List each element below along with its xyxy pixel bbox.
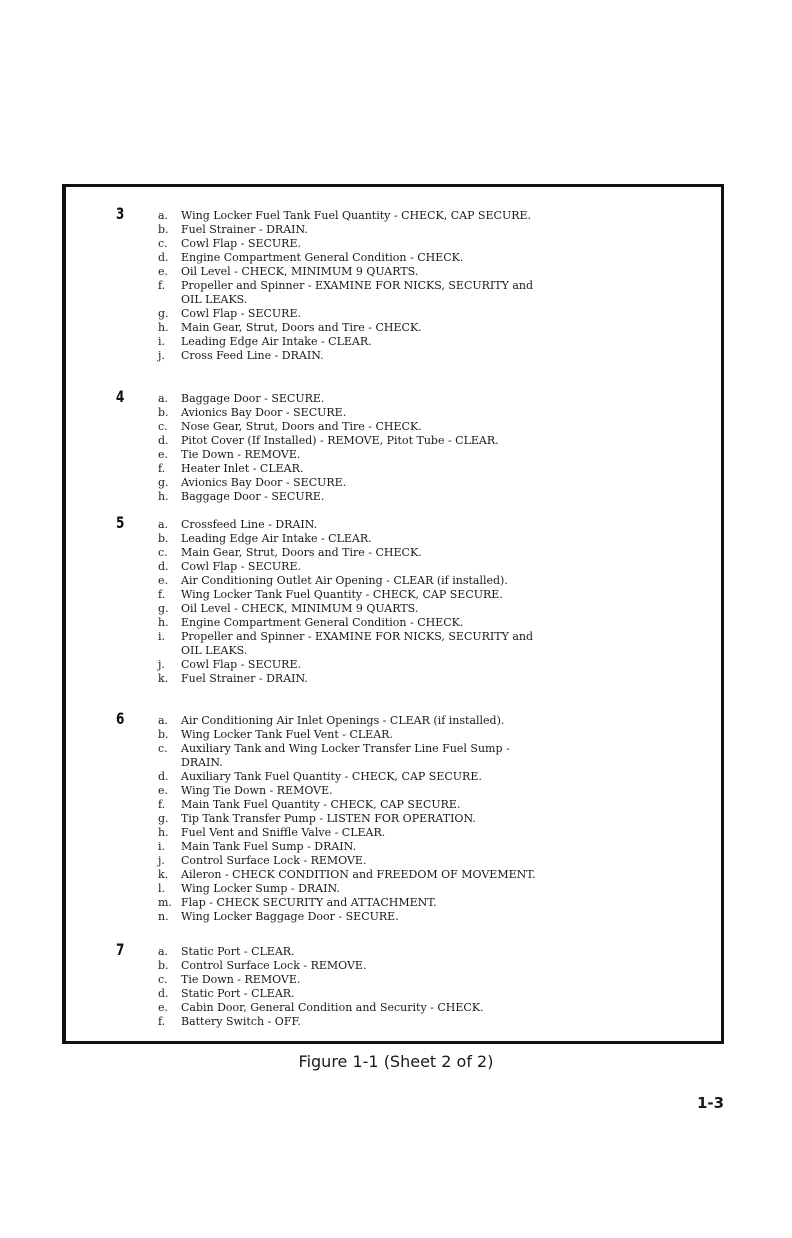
checklist-item (158, 448, 618, 462)
checklist-item (158, 265, 618, 279)
item-text: Tie Down - REMOVE. (181, 448, 301, 461)
item-text: Air Conditioning Outlet Air Opening - CLEAR (if installed). (181, 574, 508, 587)
item-text: Main Tank Fuel Sump - DRAIN. (181, 840, 357, 853)
item-text: Engine Compartment General Condition - CHECK. (181, 251, 464, 264)
item-letter: h. (158, 321, 169, 334)
item-letter: d. (158, 560, 169, 573)
item-text: Cross Feed Line - DRAIN. (181, 349, 324, 362)
item-letter: n. (158, 910, 169, 923)
item-letter: b. (158, 406, 169, 419)
item-letter: a. (158, 518, 169, 531)
checklist-item (158, 392, 618, 406)
checklist-item (158, 546, 618, 560)
checklist-item (158, 987, 618, 1001)
checklist-item (158, 798, 618, 812)
item-letter: a. (158, 392, 169, 405)
item-letter: h. (158, 826, 169, 839)
checklist-item (158, 910, 618, 924)
item-text: Aileron - CHECK CONDITION and FREEDOM OF MOVEMENT. (181, 868, 536, 881)
checklist-item (158, 560, 618, 574)
item-text: Wing Locker Tank Fuel Vent - CLEAR. (181, 728, 393, 741)
item-letter: g. (158, 602, 169, 615)
checklist-items (158, 209, 618, 363)
item-text: Wing Tie Down - REMOVE. (181, 784, 333, 797)
section-number: 3 (116, 204, 125, 223)
item-letter: b. (158, 959, 169, 972)
checklist-items (158, 945, 618, 1029)
checklist-item (158, 321, 618, 335)
item-text: Battery Switch - OFF. (181, 1015, 301, 1028)
item-letter: a. (158, 209, 169, 222)
item-text: Main Tank Fuel Quantity - CHECK, CAP SECURE. (181, 798, 461, 811)
checklist-item (158, 1001, 618, 1015)
checklist-item (158, 223, 618, 237)
item-letter: g. (158, 476, 169, 489)
item-text: Air Conditioning Air Inlet Openings - CLEAR (if installed). (181, 714, 505, 727)
item-letter: a. (158, 714, 169, 727)
checklist-item (158, 973, 618, 987)
item-text: Flap - CHECK SECURITY and ATTACHMENT. (181, 896, 437, 909)
checklist-frame (62, 184, 724, 1044)
item-text: Wing Locker Baggage Door - SECURE. (181, 910, 399, 923)
item-letter: d. (158, 987, 169, 1000)
section-number: 5 (116, 513, 125, 532)
item-letter: c. (158, 420, 168, 433)
checklist-item (158, 476, 618, 490)
item-text: Wing Locker Fuel Tank Fuel Quantity - CHECK, CAP SECURE. (181, 209, 532, 222)
item-letter: d. (158, 434, 169, 447)
item-text: Cowl Flap - SECURE. (181, 307, 301, 320)
item-letter: f. (158, 588, 166, 601)
item-text: Static Port - CLEAR. (181, 987, 295, 1000)
item-text: Leading Edge Air Intake - CLEAR. (181, 532, 372, 545)
checklist-item (158, 532, 618, 546)
checklist-items (158, 714, 618, 924)
checklist-item (158, 1015, 618, 1029)
item-text: Pitot Cover (If Installed) - REMOVE, Pitot Tube - CLEAR. (181, 434, 499, 447)
item-text: Leading Edge Air Intake - CLEAR. (181, 335, 372, 348)
item-letter: e. (158, 1001, 169, 1014)
checklist-items (158, 392, 618, 504)
checklist-item (158, 742, 618, 756)
item-letter: d. (158, 251, 169, 264)
checklist-item (158, 307, 618, 321)
item-text: Cowl Flap - SECURE. (181, 237, 301, 250)
checklist-item (158, 602, 618, 616)
checklist-item (158, 293, 618, 307)
item-text: Oil Level - CHECK, MINIMUM 9 QUARTS. (181, 265, 419, 278)
item-text: Propeller and Spinner - EXAMINE FOR NICKS, SECURITY and (181, 630, 534, 643)
item-letter: m. (158, 896, 172, 909)
checklist-item (158, 672, 618, 686)
checklist-item (158, 854, 618, 868)
item-letter (158, 293, 181, 307)
item-letter: i. (158, 630, 166, 643)
item-text: Nose Gear, Strut, Doors and Tire - CHECK. (181, 420, 422, 433)
item-letter: h. (158, 616, 169, 629)
item-text: Static Port - CLEAR. (181, 945, 295, 958)
item-text: Engine Compartment General Condition - CHECK. (181, 616, 464, 629)
item-letter: e. (158, 265, 169, 278)
item-text: Fuel Vent and Sniffle Valve - CLEAR. (181, 826, 386, 839)
item-letter: e. (158, 784, 169, 797)
checklist-item (158, 826, 618, 840)
checklist-item (158, 574, 618, 588)
item-letter: j. (158, 854, 165, 867)
item-text: Oil Level - CHECK, MINIMUM 9 QUARTS. (181, 602, 419, 615)
checklist-item (158, 616, 618, 630)
item-letter: g. (158, 307, 169, 320)
item-text: Cowl Flap - SECURE. (181, 560, 301, 573)
item-text: Tip Tank Transfer Pump - LISTEN FOR OPERATION. (181, 812, 476, 825)
checklist-item (158, 237, 618, 251)
checklist-item (158, 518, 618, 532)
item-letter: f. (158, 798, 166, 811)
section-number: 4 (116, 387, 125, 406)
checklist-item (158, 714, 618, 728)
item-letter: h. (158, 490, 169, 503)
item-letter: b. (158, 728, 169, 741)
item-letter: k. (158, 868, 169, 881)
item-letter: j. (158, 658, 165, 671)
item-letter (158, 756, 181, 770)
item-text: Auxiliary Tank Fuel Quantity - CHECK, CAP SECURE. (181, 770, 482, 783)
item-text: Main Gear, Strut, Doors and Tire - CHECK. (181, 546, 422, 559)
item-text: Avionics Bay Door - SECURE. (181, 406, 347, 419)
item-letter: i. (158, 840, 166, 853)
item-letter: j. (158, 349, 165, 362)
item-text: Auxiliary Tank and Wing Locker Transfer Line Fuel Sump - (181, 742, 510, 755)
checklist-item (158, 896, 618, 910)
checklist-item (158, 251, 618, 265)
item-letter: f. (158, 1015, 166, 1028)
checklist-item (158, 868, 618, 882)
item-letter: d. (158, 770, 169, 783)
checklist-item (158, 959, 618, 973)
item-letter: b. (158, 532, 169, 545)
item-text: Propeller and Spinner - EXAMINE FOR NICKS, SECURITY and (181, 279, 534, 292)
item-letter: c. (158, 973, 168, 986)
item-letter: k. (158, 672, 169, 685)
item-text: Control Surface Lock - REMOVE. (181, 959, 367, 972)
item-text: Cabin Door, General Condition and Security - CHECK. (181, 1001, 484, 1014)
checklist-item (158, 728, 618, 742)
item-letter: e. (158, 448, 169, 461)
item-letter (158, 644, 181, 658)
checklist-item (158, 756, 618, 770)
checklist-item (158, 812, 618, 826)
checklist-item (158, 882, 618, 896)
checklist-item (158, 588, 618, 602)
item-text: OIL LEAKS. (181, 644, 248, 657)
item-letter: c. (158, 237, 168, 250)
checklist-item (158, 434, 618, 448)
item-text: Cowl Flap - SECURE. (181, 658, 301, 671)
item-text: Main Gear, Strut, Doors and Tire - CHECK. (181, 321, 422, 334)
section-number: 6 (116, 709, 125, 728)
checklist-item (158, 630, 618, 644)
item-text: Heater Inlet - CLEAR. (181, 462, 304, 475)
item-text: Fuel Strainer - DRAIN. (181, 672, 308, 685)
checklist-item (158, 406, 618, 420)
item-text: Crossfeed Line - DRAIN. (181, 518, 318, 531)
checklist-item (158, 784, 618, 798)
checklist-item (158, 840, 618, 854)
checklist-items (158, 518, 618, 686)
item-letter: e. (158, 574, 169, 587)
checklist-item (158, 209, 618, 223)
item-letter: i. (158, 335, 166, 348)
checklist-item (158, 420, 618, 434)
checklist-item (158, 658, 618, 672)
item-letter: g. (158, 812, 169, 825)
item-text: Fuel Strainer - DRAIN. (181, 223, 308, 236)
item-letter: f. (158, 462, 166, 475)
checklist-item (158, 462, 618, 476)
checklist-item (158, 490, 618, 504)
figure-caption: Figure 1-1 (Sheet 2 of 2) (298, 1052, 494, 1071)
item-text: Avionics Bay Door - SECURE. (181, 476, 347, 489)
item-letter: c. (158, 546, 168, 559)
item-text: Wing Locker Tank Fuel Quantity - CHECK, CAP SECURE. (181, 588, 503, 601)
item-text: Baggage Door - SECURE. (181, 490, 325, 503)
item-letter: f. (158, 279, 166, 292)
item-letter: l. (158, 882, 166, 895)
checklist-item (158, 279, 618, 293)
checklist-item (158, 945, 618, 959)
item-text: Tie Down - REMOVE. (181, 973, 301, 986)
checklist-item (158, 770, 618, 784)
checklist-item (158, 349, 618, 363)
item-text: OIL LEAKS. (181, 293, 248, 306)
item-text: Wing Locker Sump - DRAIN. (181, 882, 340, 895)
checklist-item (158, 335, 618, 349)
item-letter: c. (158, 742, 168, 755)
item-text: Baggage Door - SECURE. (181, 392, 325, 405)
section-number: 7 (116, 940, 125, 959)
item-letter: b. (158, 223, 169, 236)
checklist-item (158, 644, 618, 658)
item-text: DRAIN. (181, 756, 223, 769)
item-letter: a. (158, 945, 169, 958)
page-number: 1-3 (697, 1094, 725, 1112)
item-text: Control Surface Lock - REMOVE. (181, 854, 367, 867)
